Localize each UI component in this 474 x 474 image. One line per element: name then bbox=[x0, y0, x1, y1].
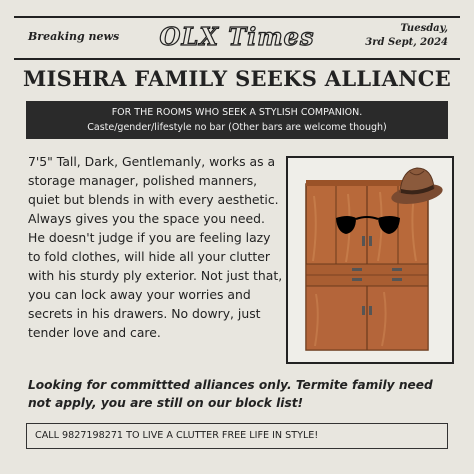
banner-line-1: FOR THE ROOMS WHO SEEK A STYLISH COMPANION. bbox=[111, 107, 363, 118]
drawer-handle bbox=[352, 278, 362, 281]
subheading-banner bbox=[26, 101, 448, 139]
masthead-title-a: OLX bbox=[159, 22, 219, 51]
article-paragraph-2: Always gives you the space you need. He doesn't judge if you are feeling lazy to fold clothes, will hide all your clutter with his sturdy ply exterior. Not just that, you can lock away your worries and secrets in his drawers. No dowry, just tender love and care. bbox=[28, 211, 283, 340]
issue-date-full: 3rd Sept, 2024 bbox=[365, 37, 448, 48]
newspaper-masthead bbox=[150, 22, 324, 51]
drawer-handle bbox=[392, 268, 402, 271]
door-handle bbox=[369, 306, 372, 315]
drawer-handle bbox=[392, 278, 402, 281]
door-handle bbox=[369, 236, 372, 246]
article-body bbox=[28, 152, 284, 342]
fedora-hat-icon bbox=[390, 160, 444, 206]
door-handle bbox=[362, 236, 365, 246]
masthead-title-b: Times bbox=[228, 22, 315, 51]
article-paragraph-1: 7'5" Tall, Dark, Gentlemanly, works as a storage manager, polished manners, quiet but blends in with every aesthetic. bbox=[28, 154, 279, 207]
breaking-news-label: Breaking news bbox=[28, 30, 120, 43]
call-to-action-box: CALL 9827198271 TO LIVE A CLUTTER FREE LIFE IN STYLE! bbox=[26, 423, 448, 449]
door-handle bbox=[362, 306, 365, 315]
tagline-disclaimer: Looking for committted alliances only. Termite family need not apply, you are still on our block list! bbox=[28, 378, 433, 410]
issue-date bbox=[365, 22, 448, 50]
drawer-handle bbox=[352, 268, 362, 271]
issue-date-day: Tuesday, bbox=[400, 23, 448, 34]
page-headline: MISHRA FAMILY SEEKS ALLIANCE bbox=[22, 66, 452, 91]
masthead-rule-bottom bbox=[14, 58, 460, 60]
masthead-rule-top bbox=[14, 16, 460, 18]
banner-line-2: Caste/gender/lifestyle no bar (Other bars are welcome though) bbox=[87, 122, 387, 133]
